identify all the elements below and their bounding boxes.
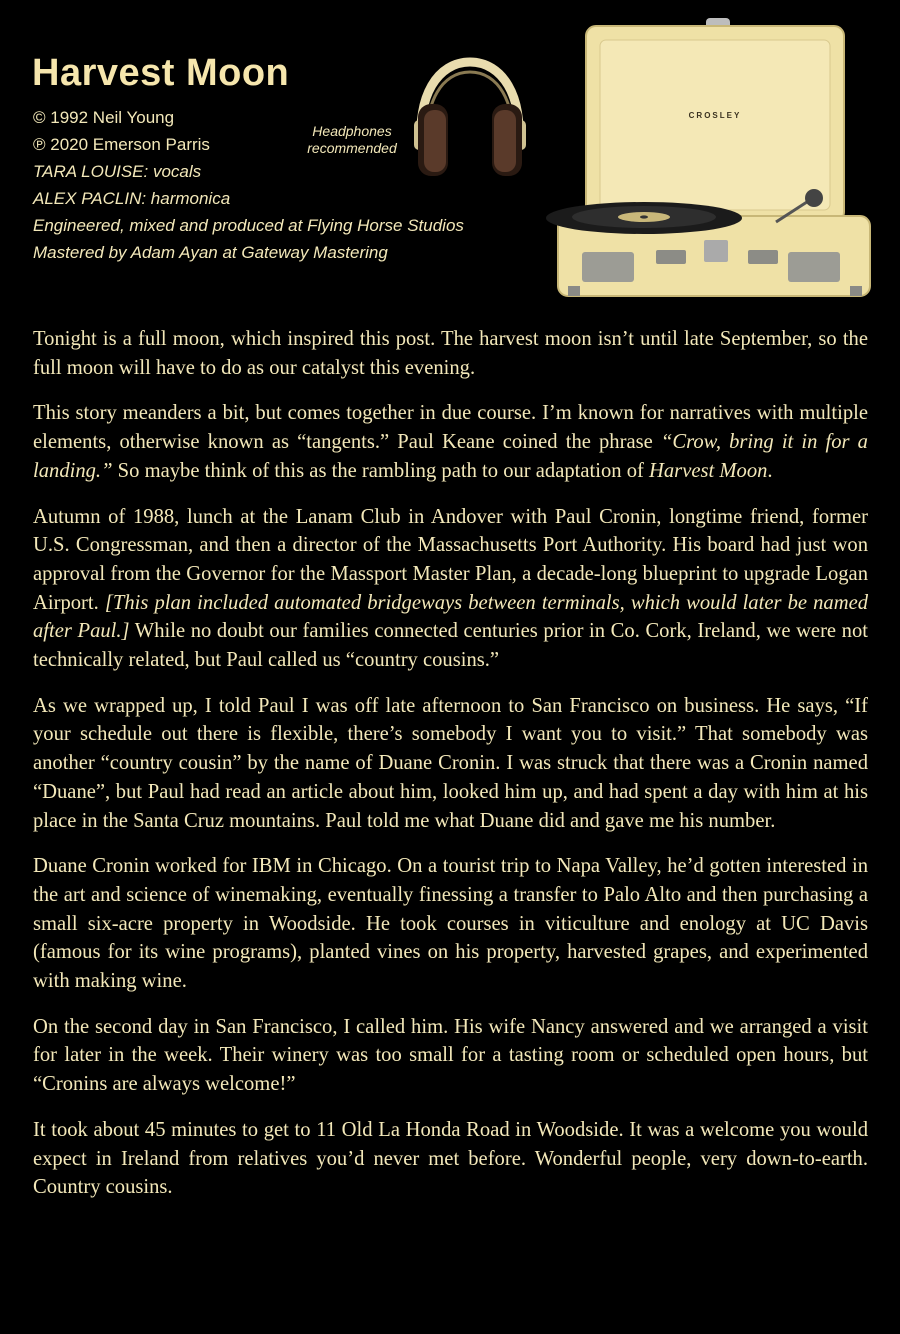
article-body [33,325,868,1219]
engineered-credit: Engineered, mixed and produced at Flying Horse Studios [33,216,464,235]
vocals-credit: TARA LOUISE: vocals [33,162,202,181]
paragraph-4: As we wrapped up, I told Paul I was off late afternoon to San Francisco on business. He says, “If your schedule out there is flexible, there’s somebody I want you to visit.” That somebody was another “country cousin” by the name of Duane Cronin. I was struck that there was a Cronin named “Duane”, but Paul had read an article about him, looked him up, and had spent a day with him at his place in the Santa Cruz mountains. Paul told me what Duane did and gave me his number. [33,694,868,832]
paragraph-6: On the second day in San Francisco, I called him. His wife Nancy answered and we arranged a visit for later in the week. Their winery was too small for a tasting room or scheduled open hours, but “Cronins are always welcome!” [33,1015,868,1096]
headphones-icon [408,56,532,182]
paragraph-3-text-c: While no doubt our families connected centuries prior in Co. Cork, Ireland, we were not technically related, but Paul called us “country cousins.” [33,620,868,672]
turntable-image [540,14,876,304]
page-title: Harvest Moon [32,52,290,94]
paragraph-2 [33,399,868,485]
mastered-credit: Mastered by Adam Ayan at Gateway Mastering [33,243,388,262]
phonogram-line: ℗ 2020 Emerson Parris [33,135,210,154]
paragraph-2-text-a: This story meanders a bit, but comes together in due course. I’m known for narratives with multiple elements, otherwise known as “tangents.” Paul Keane coined the phrase [33,402,868,454]
headphones-note-line-2: recommended [307,140,397,156]
paragraph-7: It took about 45 minutes to get to 11 Old La Honda Road in Woodside. It was a welcome you would expect in Ireland from relatives you’d never met before. Wonderful people, very down-to-earth. Country cousins. [33,1118,868,1199]
paragraph-3 [33,503,868,675]
song-title-ref: Harvest Moon [649,459,768,482]
paragraph-2-text-e: . [767,459,773,482]
paragraph-2-text-c: So maybe think of this as the rambling path to our adaptation of [112,459,650,482]
bridgeways-aside: [This plan included automated bridgeways between terminals, which would later be named after Paul.] [33,591,869,643]
paragraph-3-text-a: Autumn of 1988, lunch at the Lanam Club in Andover with Paul Cronin, longtime friend, former U.S. Congressman, and then a director of the Massachusetts Port Authority. His board had just won approval from the Governor for the Massport Master Plan, a decade-long blueprint to upgrade Logan Airport. [33,505,868,614]
crow-quote: “Crow, bring it in for a landing.” [33,431,868,482]
turntable-brand: CROSLEY [688,111,742,120]
headphones-note [296,123,408,157]
harmonica-credit: ALEX PACLIN: harmonica [33,189,231,208]
copyright-line: © 1992 Neil Young [33,108,175,127]
headphones-note-line-1: Headphones [312,123,392,139]
paragraph-1: Tonight is a full moon, which inspired this post. The harvest moon isn’t until late September, so the full moon will have to do as our catalyst this evening. [33,328,868,379]
paragraph-5: Duane Cronin worked for IBM in Chicago. On a tourist trip to Napa Valley, he’d gotten interested in the art and science of winemaking, eventually finessing a transfer to Palo Alto and then purchasing a small six-acre property in Woodside. He took courses in viticulture and enology at UC Davis (famous for its wine programs), planted vines on his property, harvested grapes, and experimented with making wine. [33,855,868,993]
